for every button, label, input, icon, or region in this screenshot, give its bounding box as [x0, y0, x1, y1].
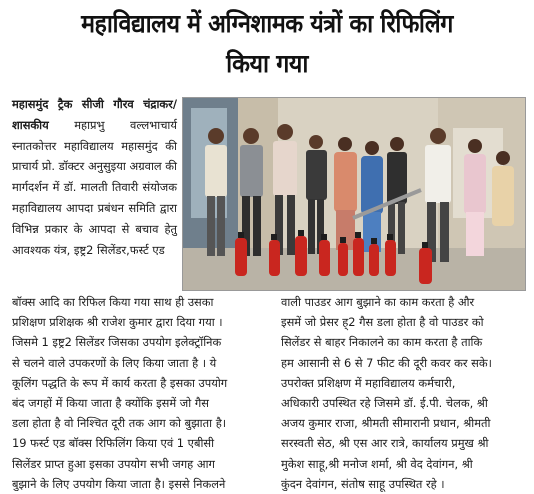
left-column-line: प्रशिक्षण प्रशिक्षक श्री राजेश कुमार द्वारा दिया गया । — [12, 315, 223, 330]
headline-line-2: किया गया — [226, 49, 308, 78]
right-column-line: सरस्वती सेठ, श्री एस आर रात्रे, कार्यालय प्रमुख श्री — [281, 436, 489, 451]
left-column-line: 19 फर्स्ट एड बॉक्स रिफिलिंग किया एवं 1 एबीसी — [12, 436, 215, 451]
right-column-line: मुकेश साहू,श्री मनोज शर्मा, श्री वेद देवांगन, श्री — [281, 456, 473, 471]
left-column-line: से चलने वाले उपकरणों के लिए किया जाता है । ये — [12, 355, 217, 370]
right-column-line: कुंदन देवांगन, संतोष साहू उपस्थित रहे । — [281, 476, 445, 491]
left-column-line: जिसमे 1 इष्ट्र2 सिलेंडर जिसका उपयोग इलेक्ट्रॉनिक — [12, 335, 222, 350]
left-column-line: डला होता है वो निश्चित दूरी तक आग को बुझाता है। — [12, 416, 227, 431]
fire-training-photo-illustration — [183, 98, 525, 290]
left-column-line: बंद जगहों में किया जाता है क्योंकि इसमें जो गैस — [12, 396, 209, 411]
right-column-line: अजय कुमार राजा, श्रीमती सीमारानी प्रधान, श्रीमती — [281, 416, 491, 431]
right-column-line: उपरोक्त प्रशिक्षण में महाविद्यालय कर्मचारी, — [281, 375, 456, 390]
article-column-left — [12, 292, 274, 494]
right-column-line: हम आसानी से 6 से 7 फीट की दूरी कवर कर सके। — [281, 355, 492, 370]
article-column-right — [281, 292, 527, 494]
headline-line-1: महाविद्यालय में अग्निशामक यंत्रों का रिफिलिंग — [81, 9, 453, 38]
left-column-line: बुझाने के लिए उपयोग किया जाता है। इससे निकलने — [12, 476, 226, 491]
article-intro — [12, 94, 177, 260]
article-headline — [19, 4, 516, 84]
right-column-line: अधिकारी उपस्थित रहे जिसमे डॉ. ई.पी. चेलक, श्री — [281, 396, 488, 411]
left-column-line: सिलेंडर प्राप्त हुआ इसका उपयोग सभी जगह आग — [12, 456, 215, 471]
intro-text: महाप्रभु वल्लभाचार्य स्नातकोत्तर महाविद्यालय महासमुंद की प्राचार्य प्रो. डॉक्टर अनुसुइया अग्रवाल की मार्गदर्शन में डॉ. मालती तिवारी संयोजक महाविद्यालय आपदा प्रबंधन समिति द्वारा विभिन्न प्रकार के आपदा से बचाव हेतु आवश्यक यंत्र, इष्ट्र2 सिलेंडर,फर्स्ट एड — [12, 117, 177, 257]
news-photo — [182, 97, 526, 291]
right-column-line: वाली पाउडर आग बुझाने का काम करता है और — [281, 295, 475, 309]
left-column-line: कूलिंग पद्धति के रूप में कार्य करता है इसका उपयोग — [12, 375, 228, 390]
dateline: महासमुंद ट्रैक सीजी गौरव चंद्राकर/शासकीय — [12, 97, 177, 132]
right-column-line: इसमें जो प्रेसर ह्2 गैस डला होता है वो पाउडर को — [281, 315, 484, 330]
right-column-line: सिलेंडर से बाहर निकालने का काम करता है ताकि — [281, 335, 483, 350]
left-column-line: बॉक्स आदि का रिफिल किया गया साथ ही उसका — [12, 295, 214, 309]
